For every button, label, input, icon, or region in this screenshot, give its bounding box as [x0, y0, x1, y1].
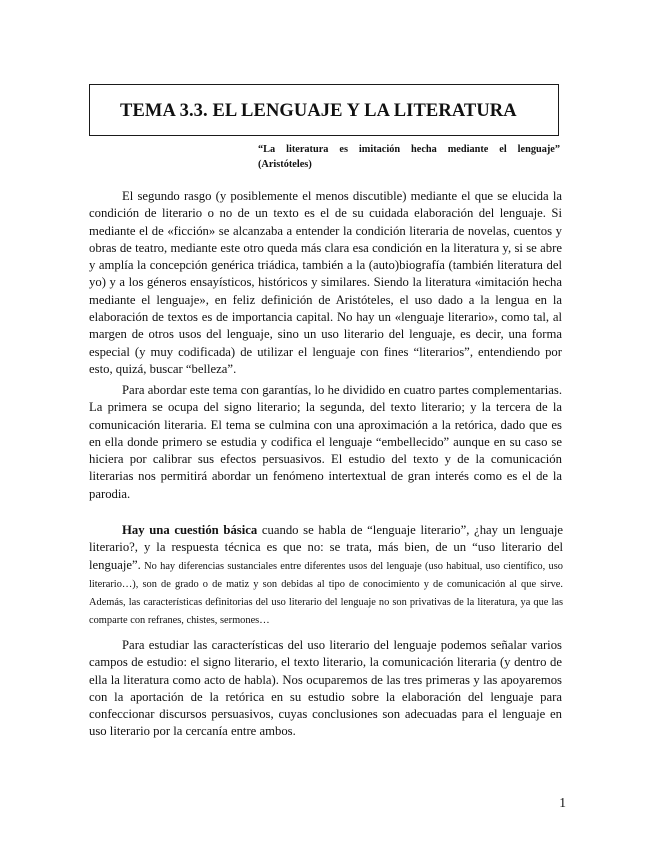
paragraph-2: Para abordar este tema con garantías, lo he dividido en cuatro partes complementarias. La primera se ocupa del signo literario; la segunda, del texto literario; y la tercera de la comunicación literaria. El tema se culmina con una aproximación a la retórica, dado que es en ella donde primero se estudia y codifica el lenguaje “embellecido” aunque en su caso se hiciera por calibrar sus efectos persuasivos. El estudio del texto y de la comunicación literarias nos permitirá abordar un fenómeno intertextual de gran interés como es el de la parodia.	[89, 383, 562, 501]
title-box	[89, 84, 559, 136]
page-number: 1	[559, 795, 566, 810]
basic-question-paragraph	[89, 522, 563, 630]
basic-question-text: cuando se habla de “lenguaje literario”, ¿hay un lenguaje literario?, y la respuesta técnica es que no: se trata, más bien, de un “uso literario del lenguaje”.	[89, 523, 563, 572]
paragraph-3: Para estudiar las características del uso literario del lenguaje podemos señalar varios campos de estudio: el signo literario, el texto literario, la comunicación literaria (y dentro de ella la literatura como acto de habla). Nos ocuparemos de las tres primeras y las apoyaremos con la aportación de la retórica en su estudio sobre la elaboración del lenguaje para confeccionar discursos persuasivos, cuyas conclusiones son adecuadas para el lenguaje en uso literario por la cercanía entre ambos.	[89, 638, 562, 739]
basic-question-block	[89, 522, 563, 630]
epigraph-quote: “La literatura es imitación hecha mediante el lenguaje”	[258, 144, 560, 155]
basic-question-lead: Hay una cuestión básica	[122, 523, 258, 537]
paragraph-1-container	[89, 188, 562, 378]
paragraph-3-container	[89, 637, 562, 741]
epigraph	[258, 142, 560, 172]
page-title: TEMA 3.3. EL LENGUAJE Y LA LITERATURA	[120, 101, 517, 121]
basic-question-detail: No hay diferencias sustanciales entre diferentes usos del lenguaje (uso habitual, uso científico, uso literario…), son de grado o de matiz y son debidas al tipo de conocimiento y de comunicación al que sirve. Además, las características definitorias del uso literario del lenguaje no son privativas de la literatura, ya que las comparte con refranes, chistes, sermones…	[89, 560, 563, 627]
epigraph-author: (Aristóteles)	[258, 159, 312, 170]
paragraph-2-container	[89, 382, 562, 503]
paragraph-1: El segundo rasgo (y posiblemente el menos discutible) mediante el que se elucida la condición de literario o no de un texto es el de su cuidada elaboración del lenguaje. Si mediante el de «ficción» se alcanzaba a entender la condición literaria de novelas, cuentos y obras de teatro, mediante este otro queda más clara esa condición en la literatura y, si se abre y amplía la concepción genérica triádica, también a la (auto)biografía (también literatura del yo) y a los géneros ensayísticos, históricos y similares. Siendo la literatura «imitación hecha mediante el lenguaje», en feliz definición de Aristóteles, el uso dado a la lengua en la elaboración de textos es de importancia capital. No hay un «lenguaje literario», como tal, al margen de otros usos del lenguaje, sino un uso literario del lenguaje, es decir, una forma especial (y muy codificada) de utilizar el lenguaje con fines “literarios”, entendiendo por esto, quizá, buscar “belleza”.	[89, 189, 562, 376]
